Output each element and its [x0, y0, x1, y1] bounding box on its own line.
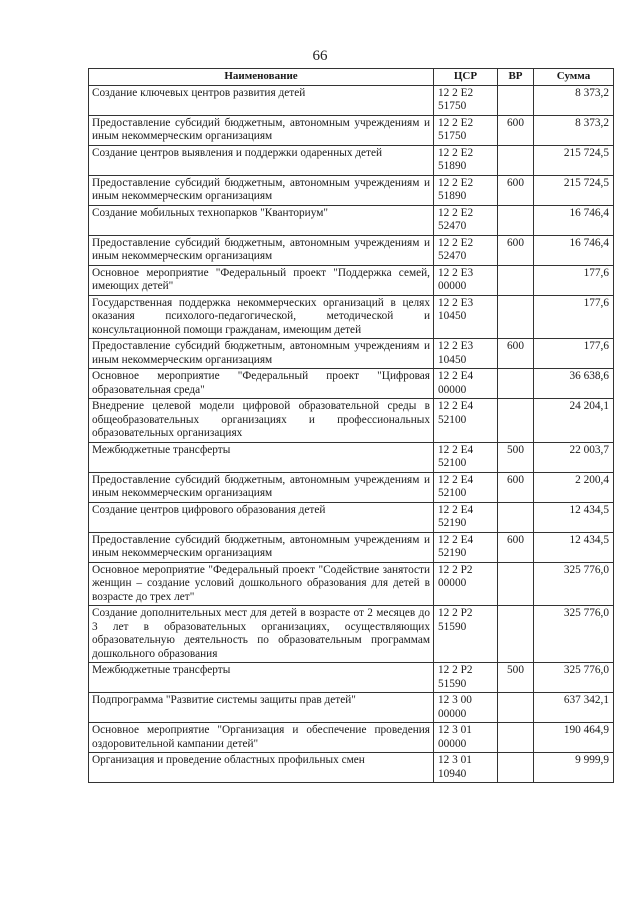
- row-name: Предоставление субсидий бюджетным, автономным учреждениям и иным некоммерческим организациям: [89, 472, 434, 502]
- row-sum: 12 434,5: [534, 532, 614, 562]
- row-csr: [434, 606, 498, 663]
- row-csr-part2: 00000: [438, 383, 467, 396]
- header-vr: ВР: [498, 69, 534, 86]
- row-vr: [498, 85, 534, 115]
- row-name: Основное мероприятие "Организация и обеспечение проведения оздоровительной кампании детей": [89, 723, 434, 753]
- row-name: Предоставление субсидий бюджетным, автономным учреждениям и иным некоммерческим организациям: [89, 115, 434, 145]
- row-csr-part1: 12 2 Е3: [438, 296, 474, 309]
- row-sum: 325 776,0: [534, 663, 614, 693]
- row-csr: [434, 753, 498, 783]
- table-row: [89, 562, 614, 606]
- row-vr: [498, 606, 534, 663]
- row-name: Создание центров цифрового образования детей: [89, 502, 434, 532]
- row-name: Подпрограмма "Развитие системы защиты прав детей": [89, 693, 434, 723]
- table-row: [89, 295, 614, 339]
- row-name: Создание центров выявления и поддержки одаренных детей: [89, 145, 434, 175]
- row-csr-part2: 00000: [438, 707, 467, 720]
- row-csr-part1: 12 2 Р2: [438, 607, 473, 619]
- row-csr-part2: 00000: [438, 577, 467, 589]
- row-name: Создание ключевых центров развития детей: [89, 85, 434, 115]
- row-csr-part1: 12 2 Е4: [438, 400, 474, 412]
- row-vr: [498, 369, 534, 399]
- row-csr-part2: 51750: [438, 130, 467, 142]
- row-name: Государственная поддержка некоммерческих организаций в целях оказания психолого-педагогической, методической и консультационной помощи гражданам, имеющим детей: [89, 295, 434, 339]
- row-name: Основное мероприятие "Федеральный проект "Поддержка семей, имеющих детей": [89, 265, 434, 295]
- row-sum: 16 746,4: [534, 205, 614, 235]
- table-row: [89, 85, 614, 115]
- row-vr: 500: [498, 663, 534, 693]
- row-name: Организация и проведение областных профильных смен: [89, 753, 434, 783]
- row-vr: 600: [498, 235, 534, 265]
- row-sum: 2 200,4: [534, 472, 614, 502]
- table-row: [89, 265, 614, 295]
- table-row: [89, 532, 614, 562]
- row-name: Создание дополнительных мест для детей в возрасте от 2 месяцев до 3 лет в образовательных организациях, осуществляющих образовательную деятельность по образовательным программам дошкольного образования: [89, 606, 434, 663]
- row-vr: [498, 145, 534, 175]
- table-row: [89, 235, 614, 265]
- table-row: [89, 472, 614, 502]
- row-vr: [498, 693, 534, 723]
- row-vr: [498, 295, 534, 339]
- row-csr-part2: 10940: [438, 767, 467, 780]
- row-vr: 600: [498, 115, 534, 145]
- table-row: [89, 753, 614, 783]
- table-row: [89, 175, 614, 205]
- row-csr-part1: 12 2 Е2: [438, 236, 474, 249]
- row-name: Создание мобильных технопарков "Кванториум": [89, 205, 434, 235]
- row-csr-part2: 52190: [438, 547, 467, 559]
- table-row: [89, 339, 614, 369]
- row-csr-part2: 52100: [438, 487, 467, 499]
- row-csr-part1: 12 3 01: [438, 724, 472, 736]
- row-vr: [498, 723, 534, 753]
- row-csr-part1: 12 2 Р2: [438, 563, 473, 576]
- row-csr: [434, 175, 498, 205]
- row-csr-part1: 12 2 Р2: [438, 664, 473, 676]
- row-csr: [434, 339, 498, 369]
- row-name: Предоставление субсидий бюджетным, автономным учреждениям и иным некоммерческим организациям: [89, 175, 434, 205]
- row-csr-part1: 12 2 Е2: [438, 86, 474, 99]
- table-row: [89, 399, 614, 443]
- table-row: [89, 606, 614, 663]
- row-csr-part1: 12 2 Е4: [438, 443, 474, 456]
- row-sum: 16 746,4: [534, 235, 614, 265]
- row-csr-part1: 12 2 Е3: [438, 340, 474, 352]
- row-sum: 177,6: [534, 339, 614, 369]
- row-csr-part2: 51590: [438, 620, 467, 633]
- table-row: [89, 369, 614, 399]
- row-csr-part2: 52190: [438, 517, 467, 529]
- row-csr-part2: 51890: [438, 160, 467, 172]
- row-vr: 600: [498, 339, 534, 369]
- row-csr-part1: 12 3 01: [438, 754, 472, 766]
- row-csr-part2: 52470: [438, 220, 467, 232]
- row-csr: [434, 442, 498, 472]
- row-csr-part2: 52470: [438, 250, 467, 262]
- row-name: Предоставление субсидий бюджетным, автономным учреждениям и иным некоммерческим организациям: [89, 235, 434, 265]
- page-number: 66: [312, 48, 328, 64]
- row-csr-part2: 51750: [438, 100, 467, 112]
- row-sum: 637 342,1: [534, 693, 614, 723]
- row-csr-part2: 10450: [438, 353, 467, 366]
- row-vr: [498, 502, 534, 532]
- row-vr: [498, 399, 534, 443]
- table-row: [89, 145, 614, 175]
- row-csr: [434, 205, 498, 235]
- row-csr: [434, 562, 498, 606]
- row-name: Основное мероприятие "Федеральный проект "Содействие занятости женщин – создание условий дошкольного образования для детей в возрасте до трех лет": [89, 562, 434, 606]
- row-csr-part1: 12 3 00: [438, 694, 472, 706]
- row-name: Предоставление субсидий бюджетным, автономным учреждениям и иным некоммерческим организациям: [89, 532, 434, 562]
- row-csr-part1: 12 2 Е4: [438, 533, 474, 546]
- row-vr: [498, 265, 534, 295]
- row-csr-part1: 12 2 Е4: [438, 473, 474, 486]
- row-csr: [434, 723, 498, 753]
- row-sum: 325 776,0: [534, 606, 614, 663]
- table-row: [89, 663, 614, 693]
- table-row: [89, 442, 614, 472]
- row-csr: [434, 663, 498, 693]
- row-csr: [434, 115, 498, 145]
- row-sum: 215 724,5: [534, 145, 614, 175]
- row-sum: 12 434,5: [534, 502, 614, 532]
- row-csr: [434, 265, 498, 295]
- row-csr-part2: 51890: [438, 190, 467, 202]
- table-row: [89, 502, 614, 532]
- header-name: Наименование: [89, 69, 434, 86]
- table-row: [89, 723, 614, 753]
- row-csr-part1: 12 2 Е3: [438, 266, 474, 279]
- row-name: Основное мероприятие "Федеральный проект "Цифровая образовательная среда": [89, 369, 434, 399]
- row-csr-part1: 12 2 Е2: [438, 116, 474, 129]
- row-sum: 24 204,1: [534, 399, 614, 443]
- header-csr: ЦСР: [434, 69, 498, 86]
- row-sum: 190 464,9: [534, 723, 614, 753]
- row-sum: 215 724,5: [534, 175, 614, 205]
- row-vr: 600: [498, 175, 534, 205]
- row-csr: [434, 472, 498, 502]
- budget-table: [88, 68, 614, 783]
- row-name: Предоставление субсидий бюджетным, автономным учреждениям и иным некоммерческим организациям: [89, 339, 434, 369]
- row-sum: 177,6: [534, 295, 614, 339]
- row-csr: [434, 85, 498, 115]
- row-csr-part1: 12 2 Е2: [438, 146, 474, 159]
- row-csr: [434, 295, 498, 339]
- row-csr-part2: 00000: [438, 737, 467, 750]
- row-csr: [434, 693, 498, 723]
- row-csr: [434, 235, 498, 265]
- row-name: Внедрение целевой модели цифровой образовательной среды в общеобразовательных организациях и профессиональных образовательных организациях: [89, 399, 434, 443]
- row-csr-part1: 12 2 Е4: [438, 370, 474, 382]
- row-sum: 36 638,6: [534, 369, 614, 399]
- row-csr-part2: 10450: [438, 310, 467, 322]
- row-vr: [498, 753, 534, 783]
- row-csr-part2: 51590: [438, 677, 467, 690]
- row-vr: 600: [498, 532, 534, 562]
- row-sum: 177,6: [534, 265, 614, 295]
- table-header-row: [89, 69, 614, 86]
- row-name: Межбюджетные трансферты: [89, 663, 434, 693]
- row-sum: 325 776,0: [534, 562, 614, 606]
- row-name: Межбюджетные трансферты: [89, 442, 434, 472]
- row-vr: [498, 562, 534, 606]
- row-sum: 22 003,7: [534, 442, 614, 472]
- row-csr-part1: 12 2 Е2: [438, 176, 474, 189]
- header-sum: Сумма: [534, 69, 614, 86]
- row-csr-part2: 52100: [438, 457, 467, 469]
- row-vr: [498, 205, 534, 235]
- row-csr-part2: 52100: [438, 413, 467, 426]
- row-sum: 9 999,9: [534, 753, 614, 783]
- row-csr: [434, 502, 498, 532]
- table-row: [89, 693, 614, 723]
- row-sum: 8 373,2: [534, 115, 614, 145]
- row-vr: 600: [498, 472, 534, 502]
- table-row: [89, 205, 614, 235]
- row-csr-part1: 12 2 Е2: [438, 206, 474, 219]
- row-csr: [434, 145, 498, 175]
- row-vr: 500: [498, 442, 534, 472]
- row-csr-part1: 12 2 Е4: [438, 503, 474, 516]
- row-csr: [434, 399, 498, 443]
- row-csr-part2: 00000: [438, 280, 467, 292]
- row-csr: [434, 532, 498, 562]
- row-sum: 8 373,2: [534, 85, 614, 115]
- row-csr: [434, 369, 498, 399]
- table-row: [89, 115, 614, 145]
